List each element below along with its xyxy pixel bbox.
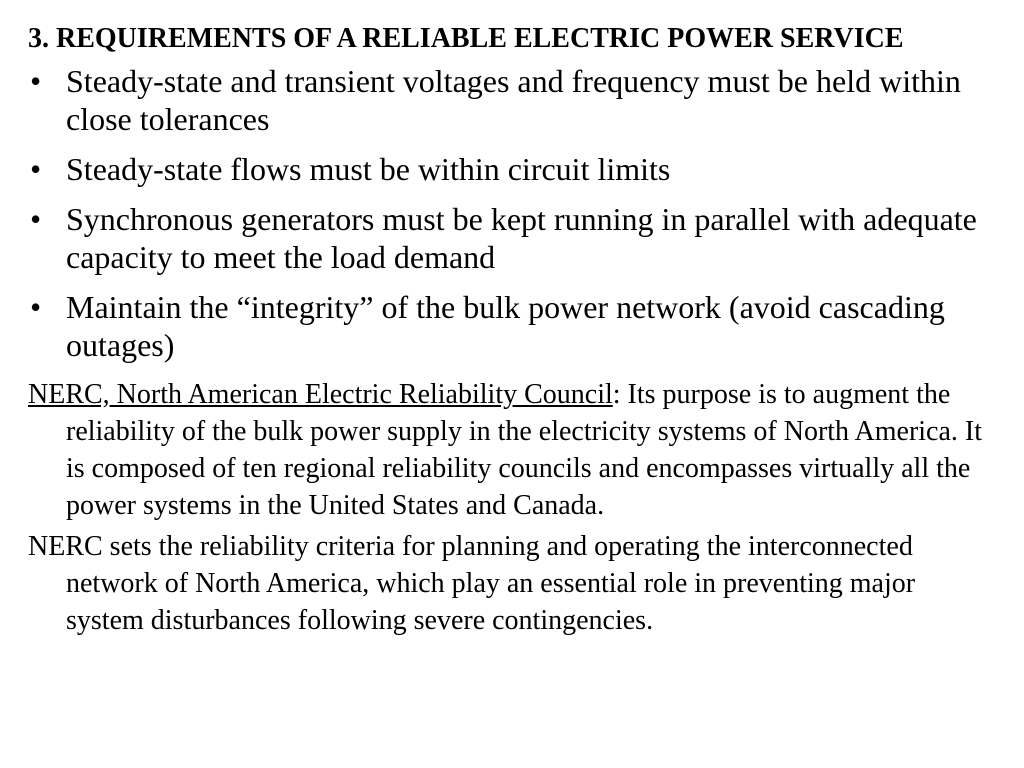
bullet-text: Steady-state flows must be within circuit limits bbox=[66, 151, 671, 187]
nerc-paragraph bbox=[28, 376, 996, 524]
bullet-item bbox=[28, 150, 996, 188]
criteria-paragraph: NERC sets the reliability criteria for planning and operating the interconnected network of North America, which play an essential role in preventing major system disturbances following severe contingencies. bbox=[28, 531, 916, 636]
nerc-term: NERC, North American Electric Reliability Council bbox=[28, 379, 613, 410]
bullet-marker: • bbox=[30, 201, 42, 237]
bullet-text: Steady-state and transient voltages and frequency must be held within close tolerances bbox=[66, 63, 961, 137]
bullet-marker: • bbox=[30, 151, 42, 187]
bullet-item bbox=[28, 200, 996, 276]
bullet-text: Synchronous generators must be kept running in parallel with adequate capacity to meet the load demand bbox=[66, 201, 977, 275]
bullet-marker: • bbox=[30, 289, 42, 325]
bullet-item bbox=[28, 288, 996, 364]
bullet-text: Maintain the “integrity” of the bulk power network (avoid cascading outages) bbox=[66, 289, 945, 363]
slide-heading: 3. REQUIREMENTS OF A RELIABLE ELECTRIC POWER SERVICE bbox=[28, 23, 904, 54]
bullet-list bbox=[28, 62, 996, 364]
nerc-description: : Its purpose is to augment the reliability of the bulk power supply in the electricity systems of North America. It is composed of ten regional reliability councils and encompasses virtually all the power systems in the United States and Canada. bbox=[66, 379, 983, 521]
bullet-marker: • bbox=[30, 63, 42, 99]
bullet-item bbox=[28, 62, 996, 138]
